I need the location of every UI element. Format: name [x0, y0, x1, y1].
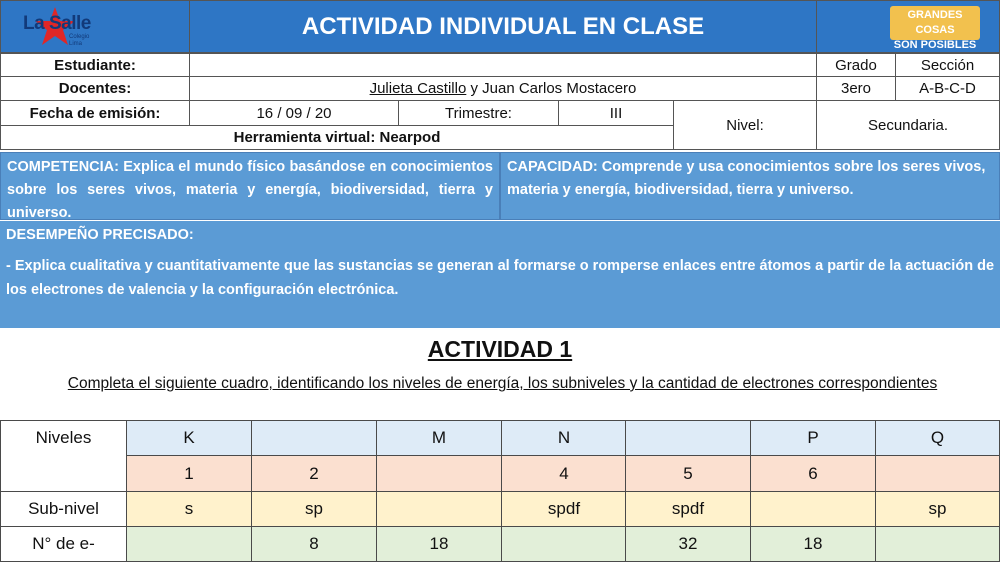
nivel-label: Nivel:: [673, 100, 817, 150]
level-letter-cell: Q: [875, 420, 1000, 456]
electron-count-cell[interactable]: [501, 526, 627, 562]
desempeno-title: DESEMPEÑO PRECISADO:: [6, 227, 194, 243]
logo-left-box: [0, 0, 190, 53]
logo-brand-text: La Salle: [23, 13, 91, 34]
level-letter-cell: P: [750, 420, 876, 456]
desempeno-text: - Explica cualitativa y cuantitativamente que las sustancias se generan al formarse o romperse enlaces entre átomos a partir de la actuación de los electrones de valencia y la configuración electrónica.: [6, 258, 995, 298]
la-salle-logo: [23, 5, 123, 49]
niveles-header: Niveles: [0, 420, 127, 492]
level-number-cell: 6: [750, 455, 876, 492]
logo-sub-text-2: Lima: [69, 41, 83, 47]
level-number-cell: 1: [126, 455, 252, 492]
subnivel-cell: sp: [875, 491, 1000, 527]
seccion-value: A-B-C-D: [895, 76, 1000, 101]
fecha-label: Fecha de emisión:: [0, 100, 190, 126]
subnivel-cell: spdf: [501, 491, 627, 527]
grandes-cosas-logo: [890, 6, 980, 51]
level-number-cell[interactable]: [376, 455, 502, 492]
docente-name-rest: y Juan Carlos Mostacero: [466, 80, 637, 97]
logo-sub-text: Colegio: [69, 34, 90, 40]
trimestre-value: III: [558, 100, 674, 126]
subnivel-cell: s: [126, 491, 252, 527]
fecha-value: 16 / 09 / 20: [189, 100, 399, 126]
competencia-text: COMPETENCIA: Explica el mundo físico basándose en conocimientos sobre los seres vivos, materia y energía, biodiversidad, tierra y universo.: [7, 159, 493, 221]
logo-right-line1: GRANDES COSAS: [907, 9, 963, 36]
electrones-header: N° de e-: [0, 526, 127, 562]
level-letter-cell: N: [501, 420, 627, 456]
docentes-value: [189, 76, 817, 101]
electron-count-cell: 18: [376, 526, 502, 562]
level-number-cell: 2: [251, 455, 377, 492]
subnivel-cell: sp: [251, 491, 377, 527]
trimestre-label: Trimestre:: [398, 100, 559, 126]
estudiante-field[interactable]: [189, 53, 817, 77]
seccion-label: Sección: [895, 53, 1000, 77]
grado-label: Grado: [816, 53, 896, 77]
docente-name-1: Julieta Castillo: [369, 80, 467, 97]
level-letter-cell: K: [126, 420, 252, 456]
level-letter-cell: M: [376, 420, 502, 456]
herramienta-virtual: Herramienta virtual: Nearpod: [0, 125, 674, 150]
logo-right-line2: SON POSIBLES: [893, 39, 977, 51]
subnivel-header: Sub-nivel: [0, 491, 127, 527]
electron-count-cell[interactable]: [875, 526, 1000, 562]
electron-count-cell: 8: [251, 526, 377, 562]
electron-count-cell: 18: [750, 526, 876, 562]
competencia-box: [0, 152, 500, 220]
activity-instruction: Completa el siguiente cuadro, identificando los niveles de energía, los subniveles y la cantidad de electrones correspondientes: [67, 375, 938, 392]
level-number-cell: 5: [625, 455, 751, 492]
capacidad-text: CAPACIDAD: Comprende y usa conocimientos sobre los seres vivos, materia y energía, biodiversidad, tierra y universo.: [507, 159, 986, 198]
activity-title: ACTIVIDAD 1: [427, 336, 573, 362]
logo-right-box: [816, 0, 1000, 53]
level-letter-cell[interactable]: [251, 420, 377, 456]
nivel-value: Secundaria.: [816, 100, 1000, 150]
grado-value: 3ero: [816, 76, 896, 101]
subnivel-cell: spdf: [625, 491, 751, 527]
page-title: ACTIVIDAD INDIVIDUAL EN CLASE: [189, 0, 817, 53]
estudiante-label: Estudiante:: [0, 53, 190, 77]
capacidad-box: [500, 152, 1000, 220]
electron-count-cell: 32: [625, 526, 751, 562]
subnivel-cell[interactable]: [750, 491, 876, 527]
level-number-cell: 4: [501, 455, 627, 492]
subnivel-cell[interactable]: [376, 491, 502, 527]
docentes-label: Docentes:: [0, 76, 190, 101]
level-number-cell[interactable]: [875, 455, 1000, 492]
level-letter-cell[interactable]: [625, 420, 751, 456]
electron-count-cell[interactable]: [126, 526, 252, 562]
desempeno-box: [0, 221, 1000, 328]
